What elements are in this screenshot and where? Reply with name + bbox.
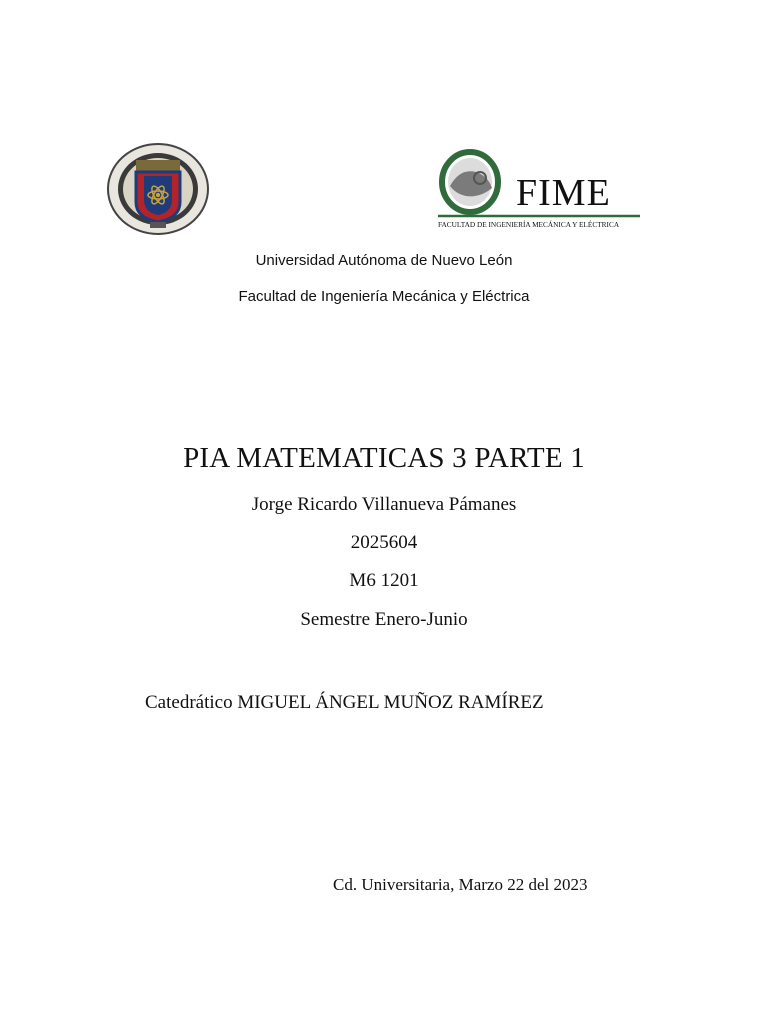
fime-subtitle: FACULTAD DE INGENIERÍA MECÁNICA Y ELÉCTRICA xyxy=(438,220,620,229)
fime-logo xyxy=(436,148,642,234)
uanl-seal-logo xyxy=(106,142,210,236)
professor-line: Catedrático MIGUEL ÁNGEL MUÑOZ RAMÍREZ xyxy=(145,692,544,713)
faculty-name: Facultad de Ingeniería Mecánica y Eléctrica xyxy=(238,288,530,305)
document-title: PIA MATEMATICAS 3 PARTE 1 xyxy=(183,442,585,474)
fime-wordmark: FIME xyxy=(516,172,611,214)
student-id: 2025604 xyxy=(350,532,418,553)
student-name: Jorge Ricardo Villanueva Pámanes xyxy=(251,494,517,515)
university-name: Universidad Autónoma de Nuevo León xyxy=(255,252,513,269)
semester: Semestre Enero-Junio xyxy=(300,609,468,630)
place-date: Cd. Universitaria, Marzo 22 del 2023 xyxy=(333,875,588,894)
group: M6 1201 xyxy=(349,570,419,591)
